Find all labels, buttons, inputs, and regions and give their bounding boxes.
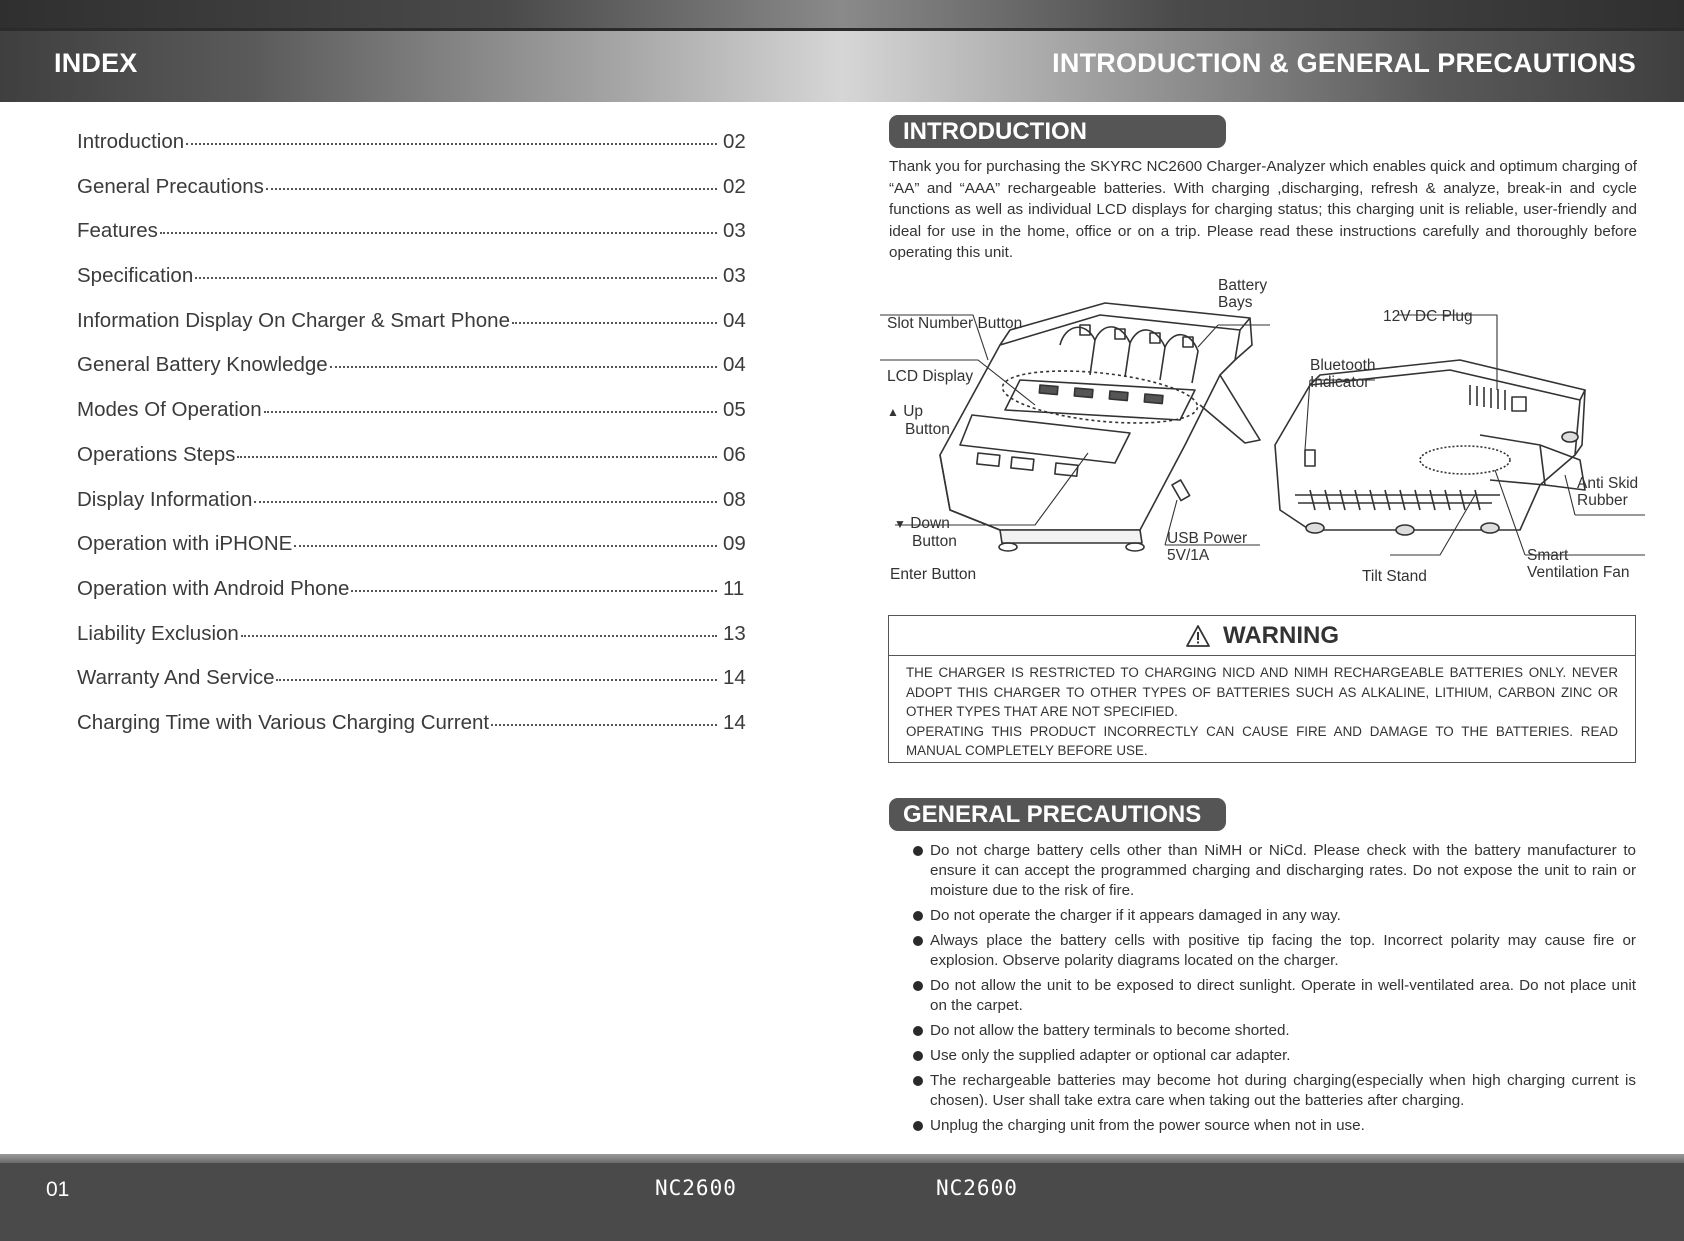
label-bluetooth-line2: Indicator — [1310, 374, 1370, 391]
toc-leader — [241, 635, 717, 637]
toc-entry-title: Information Display On Charger & Smart Phone — [77, 308, 510, 332]
label-smart-ventilation-fan — [1527, 547, 1630, 581]
right-model-name: NC2600 — [936, 1176, 1018, 1200]
toc-leader — [195, 277, 717, 279]
label-anti-skid-rubber — [1577, 475, 1638, 509]
warning-triangle-icon — [1185, 624, 1211, 648]
toc-entry-title: Introduction — [77, 130, 185, 153]
label-lcd-display: LCD Display — [887, 368, 974, 385]
toc-entry-page: 02 — [723, 130, 746, 153]
warning-body — [889, 656, 1635, 761]
toc-entry[interactable] — [77, 264, 749, 309]
toc-entry[interactable] — [77, 622, 749, 667]
precaution-item: Use only the supplied adapter or optional car adapter. — [912, 1046, 1636, 1066]
intro-precautions-title: INTRODUCTION & GENERAL PRECAUTIONS — [1052, 48, 1636, 78]
precaution-item: Do not charge battery cells other than NiMH or NiCd. Please check with the battery manufacturer to ensure it can accept the programmed charging and discharging rates. Do not expose the unit to rain or moisture due to the risk of fire. — [912, 841, 1636, 901]
toc-leader — [237, 456, 717, 458]
toc-entry-title: Operation with iPHONE — [77, 532, 293, 556]
label-bluetooth-line1: Bluetooth — [1310, 357, 1376, 374]
warning-title: WARNING — [1223, 621, 1339, 649]
label-anti-skid-line2: Rubber — [1577, 492, 1628, 509]
warning-text-1: THE CHARGER IS RESTRICTED TO CHARGING NICD AND NIMH RECHARGEABLE BATTERIES ONLY. NEVER ADOPT THIS CHARGER TO OTHER TYPES OF BATTERIES SUCH AS ALKALINE, LITHIUM, CARBON ZINC OR OTHER TYPES THAT ARE NOT SPECIFIED. — [906, 665, 1618, 719]
toc-leader — [264, 411, 717, 413]
toc-leader — [276, 679, 717, 681]
warning-text-2: OPERATING THIS PRODUCT INCORRECTLY CAN CAUSE FIRE AND DAMAGE TO THE BATTERIES. READ MANUAL COMPLETELY BEFORE USE. — [906, 723, 1618, 758]
right-header-strip — [842, 0, 1684, 31]
toc-entry-page: 11 — [723, 576, 745, 600]
toc-entry[interactable] — [77, 532, 749, 577]
toc-leader — [491, 724, 717, 726]
warning-box — [888, 615, 1636, 763]
index-title: INDEX — [54, 48, 138, 78]
toc-entry[interactable] — [77, 443, 749, 488]
label-down-button-line1 — [894, 515, 957, 533]
toc-entry-title: Modes Of Operation — [77, 398, 262, 422]
label-down-text: Down — [910, 515, 950, 532]
precaution-item: The rechargeable batteries may become hot during charging(especially when high charging current is chosen). User shall take extra care when taking out the batteries after charging. — [912, 1071, 1636, 1111]
label-down-button-line2: Button — [912, 533, 957, 550]
toc-entry[interactable] — [77, 577, 749, 622]
toc-entry-page: 14 — [723, 710, 746, 734]
label-usb-power-line2: 5V/1A — [1167, 547, 1210, 564]
toc-leader — [160, 232, 717, 234]
introduction-heading: INTRODUCTION — [889, 115, 1226, 148]
toc-entry-page: 04 — [723, 308, 746, 332]
label-up-text: Up — [903, 403, 924, 420]
label-dc-plug: 12V DC Plug — [1383, 308, 1473, 325]
label-fan-line2: Ventilation Fan — [1527, 564, 1630, 581]
precaution-item: Do not allow the battery terminals to become shorted. — [912, 1021, 1636, 1041]
left-model-name: NC2600 — [655, 1176, 737, 1200]
toc-entry-title: Operations Steps — [77, 442, 236, 466]
toc-entry-title: General Precautions — [77, 174, 264, 198]
toc-entry-title: General Battery Knowledge — [77, 353, 328, 377]
toc-leader — [351, 590, 717, 592]
toc-leader — [294, 545, 717, 547]
toc-entry[interactable] — [77, 666, 749, 711]
up-triangle-icon: ▲ — [887, 405, 899, 419]
toc-leader — [512, 322, 717, 324]
toc-entry-page: 05 — [723, 398, 746, 422]
toc-entry-title: Features — [77, 219, 158, 243]
toc-entry-page: 14 — [723, 666, 746, 690]
label-up-button — [887, 403, 950, 438]
toc-entry[interactable] — [77, 488, 749, 533]
label-battery-bays — [1218, 277, 1267, 311]
charger-diagram — [880, 277, 1650, 595]
toc-entry-page: 08 — [723, 487, 746, 511]
down-triangle-icon: ▼ — [894, 517, 906, 531]
toc-entry[interactable] — [77, 309, 749, 354]
label-anti-skid-line1: Anti Skid — [1577, 475, 1639, 492]
label-bluetooth-indicator — [1310, 357, 1376, 391]
toc-entry-title: Liability Exclusion — [77, 621, 239, 645]
toc-entry[interactable] — [77, 398, 749, 443]
toc-entry[interactable] — [77, 219, 749, 264]
label-tilt-stand: Tilt Stand — [1362, 568, 1427, 585]
toc-entry[interactable] — [77, 353, 749, 398]
toc-entry-title: Warranty And Service — [77, 666, 275, 690]
label-slot-number-button: Slot Number Button — [887, 315, 1023, 332]
precaution-item: Do not allow the unit to be exposed to direct sunlight. Operate in well-ventilated area. Do not place unit on the carpet. — [912, 976, 1636, 1016]
label-battery-bays-line1: Battery — [1218, 277, 1268, 294]
toc-entry[interactable] — [77, 175, 749, 220]
table-of-contents — [77, 130, 749, 756]
precaution-item: Do not operate the charger if it appears damaged in any way. — [912, 906, 1636, 926]
toc-entry-page: 13 — [723, 621, 746, 645]
label-up-button-line2: Button — [905, 421, 950, 438]
toc-entry-title: Specification — [77, 264, 194, 288]
toc-entry-page: 03 — [723, 219, 746, 243]
toc-entry-title: Display Information — [77, 487, 253, 511]
label-fan-line1: Smart — [1527, 547, 1569, 564]
toc-leader — [330, 366, 717, 368]
front-view-charger — [940, 303, 1260, 551]
general-precautions-heading: GENERAL PRECAUTIONS — [889, 798, 1226, 831]
label-enter-button: Enter Button — [890, 566, 977, 583]
toc-entry-page: 03 — [723, 264, 746, 288]
toc-leader — [254, 501, 717, 503]
left-page-number: 01 — [46, 1178, 70, 1201]
label-down-button — [894, 515, 957, 550]
right-header — [842, 0, 1684, 102]
toc-entry[interactable] — [77, 130, 749, 175]
toc-leader — [186, 143, 717, 145]
warning-header — [889, 616, 1635, 656]
precaution-item: Always place the battery cells with positive tip facing the top. Incorrect polarity may cause fire or explosion. Observe polarity diagrams located on the charger. — [912, 931, 1636, 971]
toc-entry-page: 06 — [723, 442, 746, 466]
label-usb-power-line1: USB Power — [1167, 530, 1248, 547]
precaution-item: Unplug the charging unit from the power source when not in use. — [912, 1116, 1636, 1136]
toc-entry-page: 04 — [723, 353, 746, 377]
toc-entry-title: Charging Time with Various Charging Current — [77, 710, 490, 734]
label-battery-bays-line2: Bays — [1218, 294, 1253, 311]
left-header-strip — [0, 0, 842, 31]
toc-entry-page: 02 — [723, 174, 746, 198]
toc-leader — [266, 188, 717, 190]
introduction-paragraph: Thank you for purchasing the SKYRC NC2600 Charger-Analyzer which enables quick and optimum charging of “AA” and “AAA” rechargeable batteries. With charging ,discharging, refresh & analyze, break-in and cycle functions as well as individual LCD displays for charging status; this charging unit is reliable, user-friendly and ideal for use in the home, office or on a trip. Please read these instructions carefully and thoroughly before operating this unit. — [889, 158, 1637, 261]
precautions-list — [912, 841, 1636, 1141]
toc-entry-title: Operation with Android Phone — [77, 576, 350, 600]
toc-entry-page: 09 — [723, 532, 746, 556]
label-usb-power — [1167, 530, 1247, 564]
left-header — [0, 0, 842, 102]
label-up-button-line1 — [887, 403, 950, 421]
toc-entry[interactable] — [77, 711, 749, 756]
